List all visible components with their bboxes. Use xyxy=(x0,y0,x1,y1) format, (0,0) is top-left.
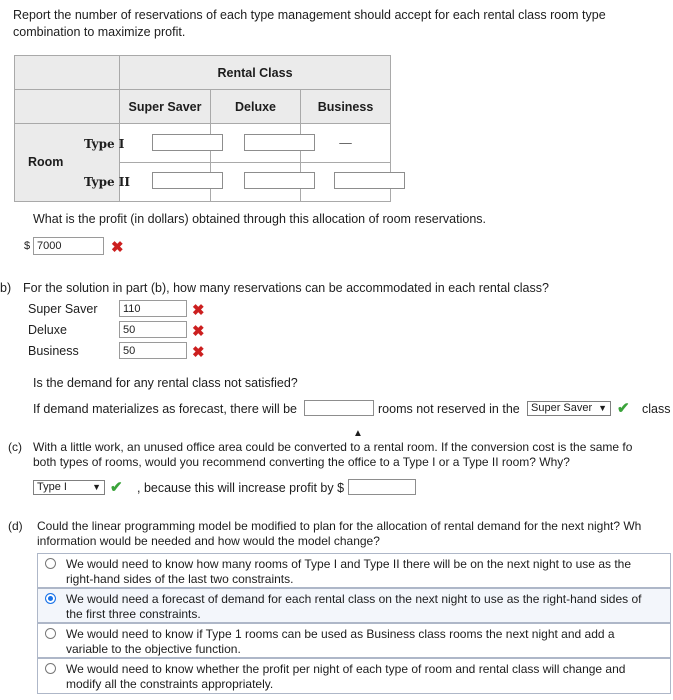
rental-class-header: Rental Class xyxy=(120,56,391,90)
part-b-label: b) xyxy=(0,281,12,295)
option-1-text-line2: right-hand sides of the last two constraints. xyxy=(66,572,294,586)
forecast-mid: rooms not reserved in the xyxy=(378,402,520,416)
option-1-text-line1: We would need to know how many rooms of Type I and Type II there will be on the next night to use as the xyxy=(66,557,632,571)
header-corner-2 xyxy=(15,90,120,124)
input-type1-supersaver[interactable] xyxy=(152,134,223,151)
rental-class-select[interactable]: Super Saver ▼ xyxy=(527,401,611,416)
option-3-radio[interactable] xyxy=(45,628,56,639)
profit-increase-input[interactable] xyxy=(348,479,416,495)
option-4-radio[interactable] xyxy=(45,663,56,674)
option-4[interactable] xyxy=(37,658,671,694)
input-type1-deluxe[interactable] xyxy=(244,134,315,151)
option-4-text-line2: modify all the constraints appropriately. xyxy=(66,677,274,691)
incorrect-icon: ✖ xyxy=(192,302,205,319)
part-b-question: For the solution in part (b), how many reservations can be accommodated in each rental class? xyxy=(23,281,549,295)
input-type2-deluxe[interactable] xyxy=(244,172,315,189)
deluxe-input[interactable]: 50 xyxy=(119,321,187,338)
super-saver-label: Super Saver xyxy=(28,302,98,316)
option-2-radio[interactable] xyxy=(45,593,56,604)
option-3[interactable] xyxy=(37,623,671,658)
option-4-text-line1: We would need to know whether the profit per night of each type of room and rental class will change and xyxy=(66,662,626,676)
part-c-label: (c) xyxy=(8,440,22,454)
input-type2-business[interactable] xyxy=(334,172,405,189)
super-saver-input[interactable]: 110 xyxy=(119,300,187,317)
profit-input[interactable]: 7000 xyxy=(33,237,104,255)
profit-question: What is the profit (in dollars) obtained through this allocation of room reservations. xyxy=(33,212,487,226)
part-c-line1: With a little work, an unused office area could be converted to a rental room. If the conversion cost is the same fo xyxy=(33,440,633,454)
forecast-prefix: If demand materializes as forecast, there will be xyxy=(33,402,298,416)
option-2-text-line2: the first three constraints. xyxy=(66,607,201,621)
column-super-saver: Super Saver xyxy=(120,90,211,124)
forecast-suffix: class xyxy=(642,402,671,416)
incorrect-icon: ✖ xyxy=(192,323,205,340)
unreserved-rooms-input[interactable] xyxy=(304,400,374,416)
deluxe-label: Deluxe xyxy=(28,323,67,337)
business-input[interactable]: 50 xyxy=(119,342,187,359)
business-label: Business xyxy=(28,344,79,358)
part-d-line1: Could the linear programming model be modified to plan for the allocation of rental demand for the next night? Wh xyxy=(37,519,642,533)
correct-icon: ✔ xyxy=(110,479,123,496)
instruction-line-1: Report the number of reservations of each type management should accept for each rental class room type xyxy=(13,8,606,22)
option-3-text-line2: variable to the objective function. xyxy=(66,642,241,656)
option-2[interactable] xyxy=(37,588,671,623)
part-d-label: (d) xyxy=(8,519,23,533)
input-type2-supersaver[interactable] xyxy=(152,172,223,189)
column-deluxe: Deluxe xyxy=(211,90,301,124)
part-c-line2: both types of rooms, would you recommend converting the office to a Type I or a Type II room? Why? xyxy=(33,455,570,469)
mouse-cursor-icon: ▲ xyxy=(353,428,363,439)
correct-icon: ✔ xyxy=(617,400,630,417)
demand-question: Is the demand for any rental class not satisfied? xyxy=(33,376,298,390)
type2-label: Type II xyxy=(84,175,131,189)
header-corner-1 xyxy=(15,56,120,90)
option-2-text-line1: We would need a forecast of demand for each rental class on the next night to use as the right-hand sides of xyxy=(66,592,642,606)
chevron-down-icon: ▼ xyxy=(598,403,607,413)
incorrect-icon: ✖ xyxy=(192,344,205,361)
option-3-text-line1: We would need to know if Type 1 rooms can be used as Business class rooms the next night and add a xyxy=(66,627,615,641)
option-1[interactable] xyxy=(37,553,671,588)
type1-label: Type I xyxy=(84,137,125,151)
room-label: Room xyxy=(28,155,64,169)
instruction-line-2: combination to maximize profit. xyxy=(13,25,186,39)
room-type-select[interactable]: Type I ▼ xyxy=(33,480,105,495)
because-text: , because this will increase profit by $ xyxy=(137,481,345,495)
part-d-line2: information would be needed and how would the model change? xyxy=(37,534,380,548)
column-business: Business xyxy=(301,90,391,124)
cell-type1-business: — xyxy=(301,124,391,163)
option-1-radio[interactable] xyxy=(45,558,56,569)
chevron-down-icon: ▼ xyxy=(92,482,101,492)
incorrect-icon: ✖ xyxy=(111,239,124,256)
currency-symbol: $ xyxy=(24,240,31,252)
